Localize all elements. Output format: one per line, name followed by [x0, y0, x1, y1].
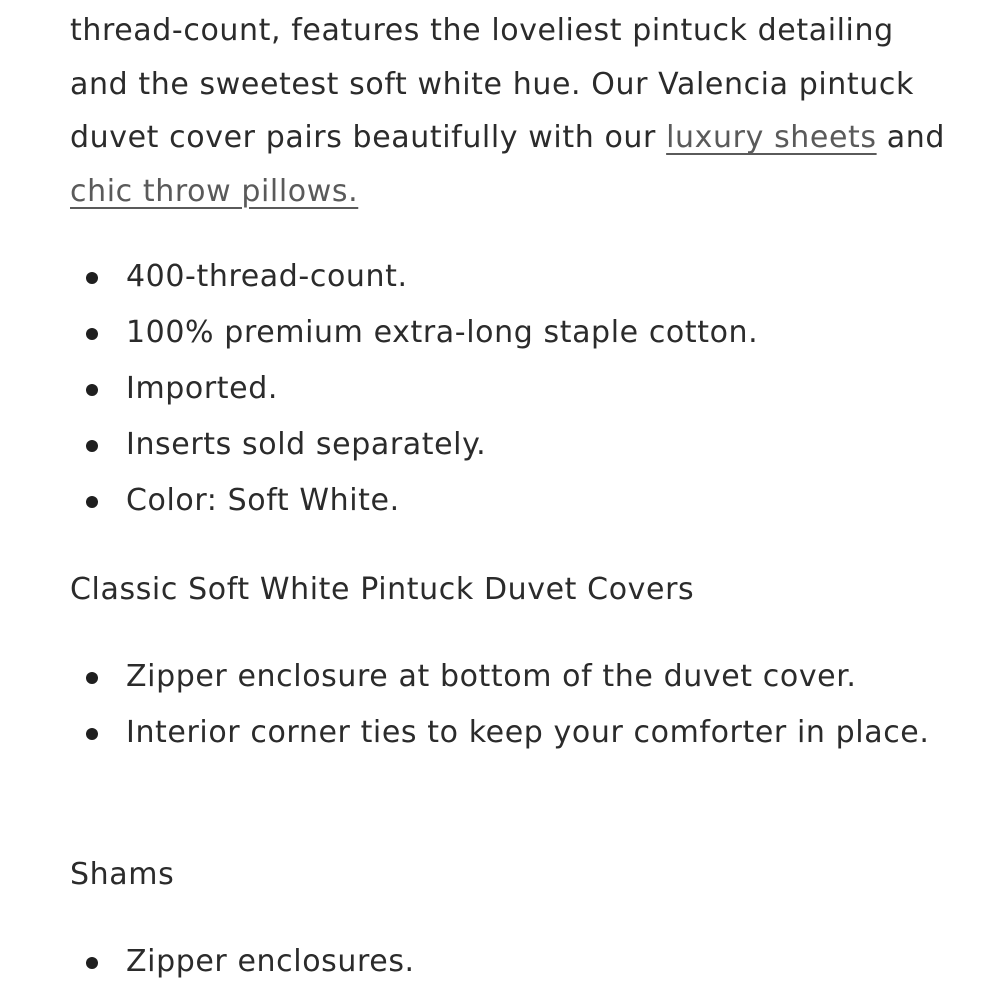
duvet-section-heading: Classic Soft White Pintuck Duvet Covers	[70, 572, 695, 607]
bullet-icon	[86, 328, 98, 340]
shams-features-list	[70, 934, 950, 990]
bullet-icon	[86, 957, 98, 969]
list-item-text: Zipper enclosure at bottom of the duvet cover.	[126, 659, 857, 694]
description-text-1: thread-count, features the loveliest pintuck detailing and the sweetest soft white hue. Our Valencia pintuck duvet cover pairs beautifully with our	[70, 13, 914, 155]
list-item	[70, 361, 950, 417]
chic-throw-pillows-link[interactable]: chic throw pillows.	[70, 173, 359, 209]
list-item	[70, 649, 950, 705]
bullet-icon	[86, 672, 98, 684]
list-item	[70, 473, 950, 529]
bullet-icon	[86, 496, 98, 508]
bullet-icon	[86, 440, 98, 452]
list-item-text: Zipper enclosures.	[126, 944, 415, 979]
list-item	[70, 705, 950, 761]
description-text-2: and	[876, 120, 946, 155]
features-list	[70, 249, 950, 529]
list-item-text: 400-thread-count.	[126, 259, 408, 294]
list-item-text: 100% premium extra-long staple cotton.	[126, 315, 759, 350]
shams-section-heading: Shams	[70, 857, 175, 892]
bullet-icon	[86, 384, 98, 396]
list-item-text: Imported.	[126, 371, 279, 406]
luxury-sheets-link[interactable]: luxury sheets	[666, 120, 877, 155]
description-paragraph	[70, 4, 950, 218]
list-item	[70, 934, 950, 990]
list-item-text: Color: Soft White.	[126, 483, 400, 518]
list-item	[70, 417, 950, 473]
list-item-text: Inserts sold separately.	[126, 427, 487, 462]
list-item	[70, 305, 950, 361]
bullet-icon	[86, 728, 98, 740]
list-item	[70, 249, 950, 305]
duvet-features-list	[70, 649, 950, 761]
list-item-text: Interior corner ties to keep your comforter in place.	[126, 715, 930, 750]
bullet-icon	[86, 272, 98, 284]
